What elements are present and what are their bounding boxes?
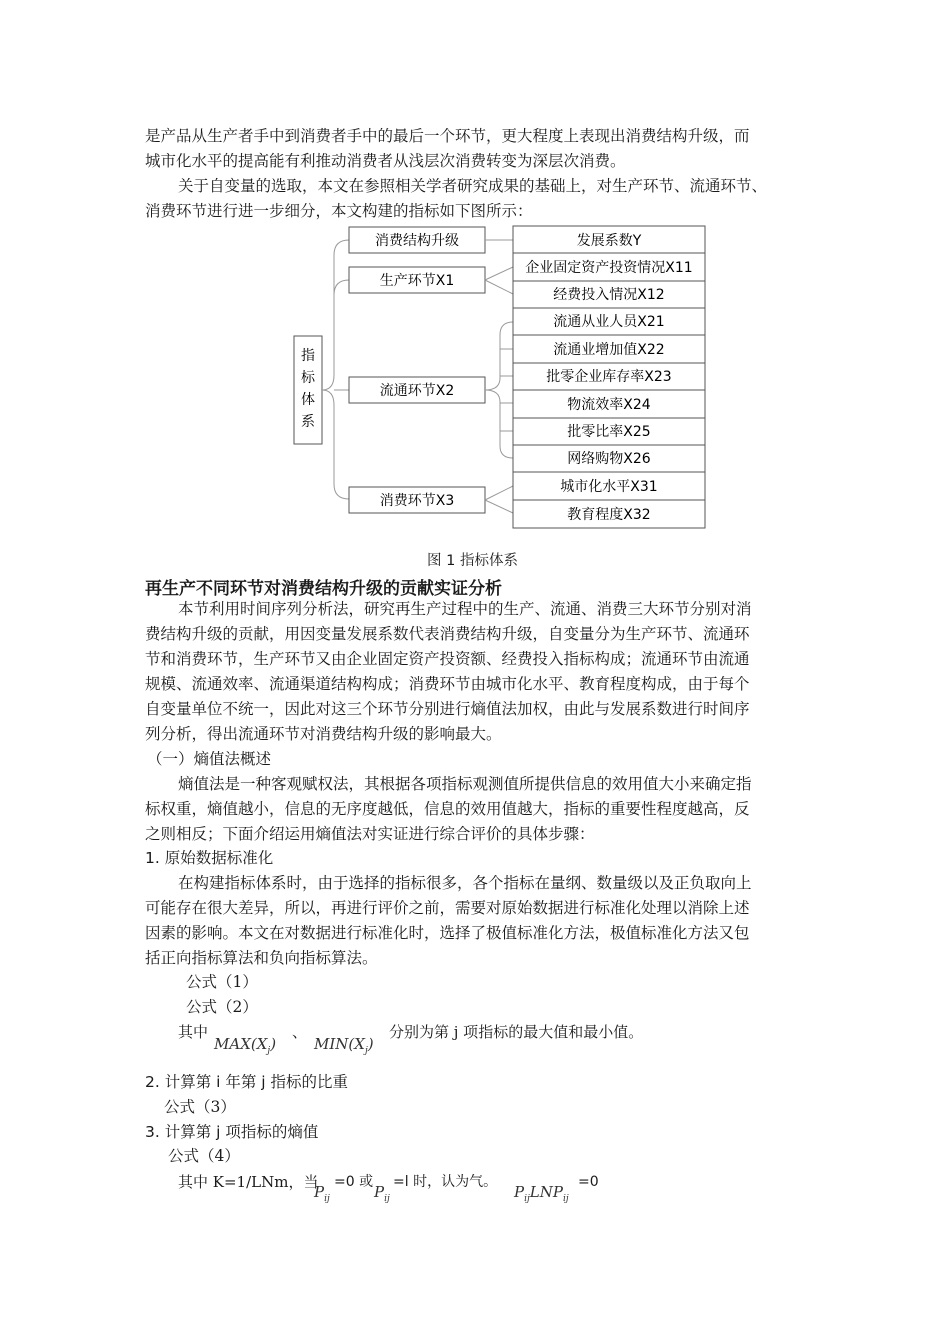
group-label-circulation: 流通环节X2 [379,383,455,399]
section-body-line-4: 规模、流通效率、流通渠道结构构成；消费环节由城市化水平、教育程度构成，由于每个 [145,675,750,693]
group-label-dependent: 消费结构升级 [375,233,459,249]
where-2-eq1: =l 时，认为气。 [393,1174,498,1190]
root-char-1: 指 [301,348,315,364]
root-char-4: 系 [301,414,315,430]
indicator-label-9: 网络购物X26 [567,451,651,467]
indicator-label-4: 流通从业人员X21 [553,314,665,330]
formula-2-label: 公式（2） [186,998,258,1016]
section-body-line-6: 列分析，得出流通环节对消费结构升级的影响最大。 [145,725,502,743]
root-brace-mid-a [334,280,349,295]
step-1-title: 1. 原始数据标准化 [145,849,274,867]
max-sub: j [267,1046,271,1056]
where-2-prefix: 其中 K=1/LNm，当 [178,1173,319,1191]
where-2-eq0: =0 或 [334,1174,374,1190]
step-2-title: 2. 计算第 i 年第 j 指标的比重 [145,1073,349,1091]
where-1-max-expr: $MAX(X_j)$ [214,1035,277,1056]
entropy-body-line-2: 标权重，熵值越小，信息的无序度越低，信息的效用值越大，指标的重要性程度越高，反 [145,800,750,818]
where-1-min-expr: $MIN(X_j)$ [314,1035,374,1056]
where-2-p-2 [374,1180,390,1212]
p2-var: P [374,1183,385,1201]
min-sub: j [364,1046,368,1056]
indicator-label-1: 发展系数Y [576,233,642,249]
step-3-title: 3. 计算第 j 项指标的熵值 [145,1123,319,1141]
where-2-plnp [514,1180,569,1212]
plnp-sub-2: ij [562,1194,569,1204]
indicator-label-7: 物流效率X24 [567,397,651,413]
intro-line-3: 关于自变量的选取，本文在参照相关学者研究成果的基础上，对生产环节、流通环节、 [178,177,768,195]
indicator-label-5: 流通业增加值X22 [553,342,665,358]
section-body-line-1: 本节利用时间序列分析法，研究再生产过程中的生产、流通、消费三大环节分别对消 [178,600,752,618]
formula-1-label: 公式（1） [186,973,258,991]
p2-sub: ij [384,1194,390,1204]
indicator-label-10: 城市化水平X31 [560,479,658,495]
where-2-eq-end: =0 [578,1174,599,1190]
formula-3-label: 公式（3） [164,1098,236,1116]
indicator-label-2: 企业固定资产投资情况X11 [525,260,693,276]
step-1-body-line-2: 可能存在很大差异，所以，再进行评价之前，需要对原始数据进行标准化处理以消除上述 [145,899,750,917]
intro-line-2: 城市化水平的提高能有利推动消费者从浅层次消费转变为深层次消费。 [145,152,626,170]
group-label-production: 生产环节X1 [379,273,455,289]
p1-sub: ij [324,1194,330,1204]
indicator-label-6: 批零企业库存率X23 [546,369,672,385]
connector-circulation-ticks [500,349,513,431]
formula-4-label: 公式（4） [168,1147,240,1165]
step-1-body-line-4: 括正向指标算法和负向指标算法。 [145,949,378,967]
section-body-line-3: 节和消费环节，生产环节又由企业固定资产投资额、经费投入指标构成；流通环节由流通 [145,650,750,668]
plnp-sub-1: ij [524,1194,530,1204]
root-brace [322,240,349,499]
indicator-label-8: 批零比率X25 [567,424,651,440]
indicator-label-3: 经费投入情况X12 [553,287,665,303]
where-2-p-1 [314,1180,330,1212]
group-label-consumption: 消费环节X3 [379,493,455,509]
indicator-column [513,226,705,528]
entropy-body-line-3: 之则相反；下面介绍运用熵值法对实证进行综合评价的具体步骤： [145,825,595,843]
p1-var: P [314,1183,325,1201]
section-body-line-5: 自变量单位不统一，因此对这三个环节分别进行熵值法加权，由此与发展系数进行时间序 [145,700,750,718]
intro-line-4: 消费环节进行进一步细分，本文构建的指标如下图所示： [145,202,533,220]
subsection-title: （一）熵值法概述 [147,750,272,768]
figure-caption: 图 1 指标体系 [427,553,518,569]
entropy-body-line-1: 熵值法是一种客观赋权法，其根据各项指标观测值所提供信息的效用值大小来确定指 [178,775,752,793]
where-1-prefix: 其中 [178,1023,209,1041]
step-1-body-line-1: 在构建指标体系时，由于选择的指标很多，各个指标在量纲、数量级以及正负取向上 [178,874,752,892]
indicator-label-11: 教育程度X32 [567,507,651,523]
root-char-3: 体 [301,392,315,408]
root-char-2: 标 [301,370,315,386]
section-title: 再生产不同环节对消费结构升级的贡献实证分析 [145,579,502,599]
where-1-separator: 、 [292,1023,308,1041]
step-1-body-line-3: 因素的影响。本文在对数据进行标准化时，选择了极值标准化方法，极值标准化方法又包 [145,924,750,942]
min-var: X [354,1035,365,1053]
min-fn: MIN [314,1035,349,1053]
connector-production [485,267,513,294]
connector-consumption [485,486,513,513]
connector-circulation-brace [485,322,513,458]
intro-line-1: 是产品从生产者手中到消费者手中的最后一个环节，更大程度上表现出消费结构升级，而 [145,127,750,145]
plnp-lnp: LNP [529,1183,563,1201]
section-body-line-2: 费结构升级的贡献，用因变量发展系数代表消费结构升级，自变量分为生产环节、流通环 [145,625,750,643]
max-fn: MAX [214,1035,251,1053]
max-var: X [256,1035,268,1053]
where-1-suffix: 分别为第 j 项指标的最大值和最小值。 [389,1023,644,1041]
plnp-p: P [514,1183,525,1201]
